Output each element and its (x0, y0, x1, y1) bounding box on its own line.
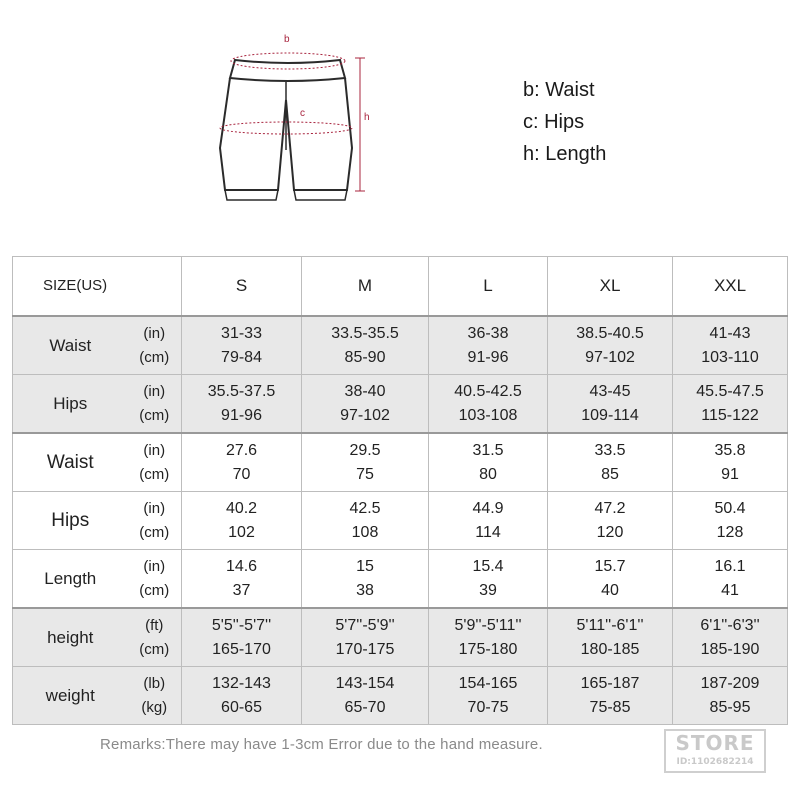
value-cell (429, 492, 548, 550)
value-secondary: 41 (721, 581, 739, 599)
value-cell (429, 433, 548, 492)
row-label: Hips (13, 492, 128, 550)
row-label: Waist (13, 316, 128, 375)
value-secondary: 115-122 (701, 406, 759, 424)
unit-label: (cm) (139, 465, 170, 483)
value-secondary: 85-90 (344, 348, 386, 366)
value-primary: 187-209 (700, 674, 760, 692)
value-secondary: 39 (479, 581, 497, 599)
value-secondary: 70 (232, 465, 251, 483)
row-label: weight (13, 667, 128, 725)
store-watermark (664, 729, 766, 773)
value-primary: 44.9 (472, 499, 504, 517)
value-cell (548, 375, 673, 434)
unit-cell (128, 433, 182, 492)
value-cell (182, 667, 302, 725)
size-us-header: SIZE(US) (13, 257, 182, 317)
row-label: Hips (13, 375, 128, 434)
value-secondary: 108 (351, 523, 379, 541)
value-cell (548, 667, 673, 725)
value-secondary: 175-180 (458, 640, 518, 658)
unit-label: (in) (143, 499, 166, 517)
value-primary: 5'7''-5'9'' (335, 616, 395, 634)
size-header-xxl: XXL (673, 257, 788, 317)
value-cell (673, 608, 788, 667)
unit-label: (in) (143, 441, 166, 459)
value-primary: 35.5-37.5 (207, 382, 276, 400)
value-secondary: 65-70 (344, 698, 386, 716)
value-primary: 36-38 (467, 324, 509, 342)
value-cell (302, 492, 429, 550)
value-primary: 40.5-42.5 (454, 382, 522, 400)
size-header-s: S (182, 257, 302, 317)
value-primary: 40.2 (225, 499, 258, 517)
table-row (13, 492, 788, 550)
diagram-label-b: b (284, 34, 290, 45)
value-cell (548, 550, 673, 609)
unit-label: (cm) (139, 406, 170, 424)
diagram-label-c: c (300, 108, 305, 119)
size-header-xl: XL (548, 257, 673, 317)
size-chart-table (12, 256, 788, 725)
value-cell (429, 316, 548, 375)
watermark-store-text: STORE (675, 731, 755, 755)
value-cell (548, 608, 673, 667)
value-primary: 41-43 (709, 324, 751, 342)
value-cell (673, 316, 788, 375)
value-cell (182, 492, 302, 550)
unit-label: (cm) (139, 581, 170, 599)
value-cell (182, 433, 302, 492)
value-secondary: 120 (596, 523, 624, 541)
value-cell (302, 550, 429, 609)
unit-label: (cm) (139, 523, 170, 541)
unit-cell (128, 667, 182, 725)
legend-waist: b: Waist (523, 79, 595, 101)
value-secondary: 40 (601, 581, 619, 599)
value-cell (673, 433, 788, 492)
value-cell (182, 608, 302, 667)
value-secondary: 103-108 (458, 406, 518, 424)
value-cell (302, 433, 429, 492)
value-cell (429, 550, 548, 609)
value-primary: 27.6 (225, 441, 258, 459)
value-primary: 16.1 (714, 557, 746, 575)
value-primary: 47.2 (594, 499, 626, 517)
value-primary: 6'1''-6'3'' (700, 616, 760, 634)
table-row (13, 667, 788, 725)
value-secondary: 75-85 (589, 698, 631, 716)
unit-label: (ft) (145, 616, 164, 634)
value-secondary: 85 (601, 465, 619, 483)
value-secondary: 97-102 (340, 406, 390, 424)
value-cell (673, 667, 788, 725)
value-cell (673, 492, 788, 550)
table-row (13, 433, 788, 492)
measurement-legend (523, 74, 606, 170)
value-secondary: 109-114 (581, 406, 639, 424)
value-primary: 5'5''-5'7'' (211, 616, 272, 634)
value-primary: 43-45 (589, 382, 631, 400)
table-row (13, 375, 788, 434)
shorts-measurement-diagram (200, 28, 400, 218)
value-secondary: 128 (716, 523, 744, 541)
value-secondary: 91 (721, 465, 739, 483)
value-cell (302, 608, 429, 667)
value-primary: 154-165 (458, 674, 518, 692)
value-secondary: 103-110 (701, 348, 759, 366)
value-primary: 14.6 (225, 557, 258, 575)
value-cell (182, 316, 302, 375)
value-cell (429, 667, 548, 725)
value-cell (548, 433, 673, 492)
value-cell (429, 375, 548, 434)
value-primary: 38-40 (344, 382, 386, 400)
value-primary: 15 (356, 557, 374, 575)
value-primary: 5'9''-5'11'' (454, 616, 522, 634)
value-secondary: 97-102 (585, 348, 635, 366)
value-primary: 50.4 (714, 499, 746, 517)
watermark-id-text: ID:1102682214 (676, 757, 754, 767)
value-primary: 35.8 (714, 441, 746, 459)
value-primary: 15.4 (472, 557, 504, 575)
value-primary: 31.5 (472, 441, 504, 459)
value-cell (182, 375, 302, 434)
unit-cell (128, 492, 182, 550)
diagram-label-h: h (364, 112, 370, 123)
unit-label: (in) (143, 382, 166, 400)
value-secondary: 114 (475, 523, 501, 541)
size-header-m: M (302, 257, 429, 317)
value-secondary: 85-95 (709, 698, 751, 716)
value-primary: 33.5 (594, 441, 626, 459)
value-secondary: 70-75 (467, 698, 509, 716)
value-primary: 38.5-40.5 (576, 324, 644, 342)
value-primary: 31-33 (221, 324, 262, 342)
value-secondary: 180-185 (580, 640, 640, 658)
unit-label: (in) (143, 324, 166, 342)
value-secondary: 165-170 (212, 640, 271, 658)
value-cell (302, 375, 429, 434)
value-secondary: 60-65 (221, 698, 262, 716)
legend-hips: c: Hips (523, 111, 585, 133)
value-secondary: 75 (356, 465, 374, 483)
size-header-l: L (429, 257, 548, 317)
unit-label: (lb) (143, 674, 166, 692)
value-cell (548, 492, 673, 550)
value-secondary: 91-96 (221, 406, 262, 424)
value-cell (182, 550, 302, 609)
value-secondary: 37 (232, 581, 251, 599)
table-header-row (13, 257, 788, 317)
legend-length: h: Length (523, 143, 607, 165)
value-secondary: 80 (479, 465, 497, 483)
unit-label: (cm) (139, 348, 170, 366)
value-cell (673, 375, 788, 434)
unit-cell (128, 375, 182, 434)
value-cell (302, 316, 429, 375)
value-primary: 165-187 (580, 674, 640, 692)
row-label: Waist (13, 433, 128, 492)
row-label: Length (13, 550, 128, 609)
value-primary: 15.7 (594, 557, 626, 575)
table-row (13, 550, 788, 609)
unit-cell (128, 550, 182, 609)
value-primary: 29.5 (349, 441, 381, 459)
value-cell (548, 316, 673, 375)
unit-label: (kg) (141, 698, 168, 716)
value-primary: 132-143 (212, 674, 271, 692)
value-secondary: 102 (228, 523, 255, 541)
remarks-text: Remarks:There may have 1-3cm Error due to the hand measure. (100, 736, 543, 753)
value-secondary: 185-190 (700, 640, 760, 658)
value-primary: 33.5-35.5 (331, 324, 399, 342)
table-row (13, 608, 788, 667)
unit-cell (128, 316, 182, 375)
value-primary: 5'11''-6'1'' (576, 616, 644, 634)
table-row (13, 316, 788, 375)
unit-label: (in) (143, 557, 166, 575)
value-primary: 42.5 (349, 499, 381, 517)
value-primary: 143-154 (335, 674, 395, 692)
row-label: height (13, 608, 128, 667)
unit-cell (128, 608, 182, 667)
value-primary: 45.5-47.5 (696, 382, 764, 400)
value-cell (302, 667, 429, 725)
value-cell (429, 608, 548, 667)
value-secondary: 38 (356, 581, 374, 599)
value-cell (673, 550, 788, 609)
unit-label: (cm) (139, 640, 170, 658)
value-secondary: 170-175 (335, 640, 395, 658)
value-secondary: 91-96 (467, 348, 509, 366)
value-secondary: 79-84 (221, 348, 262, 366)
